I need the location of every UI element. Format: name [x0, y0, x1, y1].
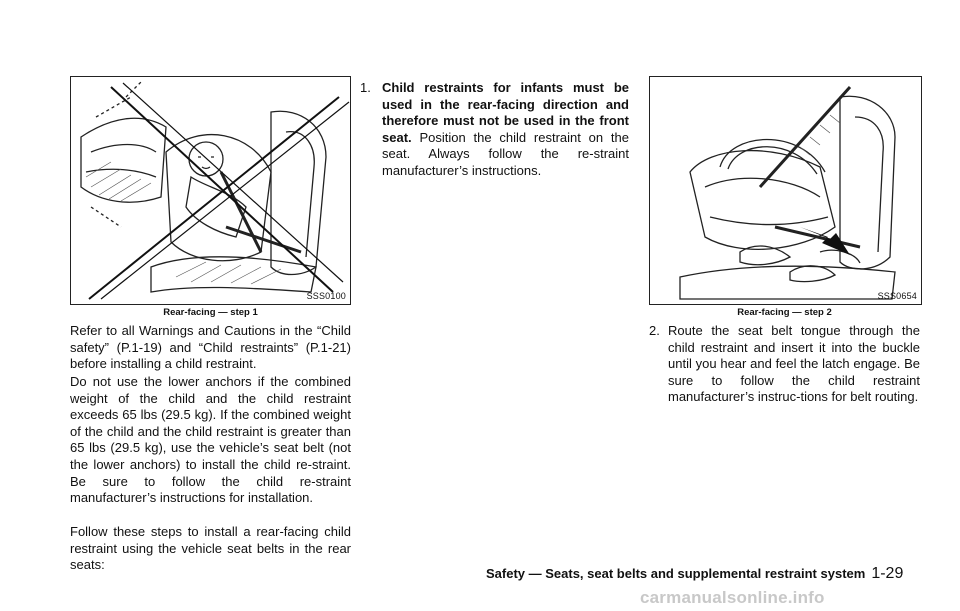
step-2-number: 2. [649, 323, 660, 338]
illustration-rear-facing-crossed [71, 77, 350, 304]
step-1-text [382, 80, 629, 180]
paragraph-warnings-reference: Refer to all Warnings and Cautions in the “Child safety” (P.1-19) and “Child restraints” (P.1-21) before installing a child restraint. [70, 323, 351, 372]
paragraph-lower-anchors: Do not use the lower anchors if the combined weight of the child and the child restraint exceeds 65 lbs (29.5 kg). If the combined weight of the child and the child restraint is greater than 65 lbs (29.5 kg), use the vehicle’s seat belt (not the lower anchors) to install the child re-straint. Be sure to follow the child re-straint manufacturer’s instructions for installation. [70, 374, 351, 506]
illustration-belt-routing [650, 77, 921, 304]
step-2-text: Route the seat belt tongue through the child restraint and insert it into the buckle until you hear and feel the latch engage. Be sure to follow the child restraint manufacturer’s instruc-tions for belt routing. [668, 323, 920, 405]
figure-code: SSS0654 [877, 291, 917, 301]
figure-caption: Rear-facing — step 2 [737, 307, 832, 318]
footer-section-title: Safety — Seats, seat belts and supplemental restraint system [486, 566, 866, 581]
step-1-bold-text: Child restraints for infants must be used in the rear-facing direction and therefore must not be used in the front seat. [382, 80, 629, 145]
step-1-number: 1. [360, 80, 371, 95]
page-footer [486, 565, 903, 583]
watermark: carmanualsonline.info [640, 588, 825, 607]
step-1-body-text: Position the child restraint on the seat. Always follow the re-straint manufacturer’s instructions. [382, 129, 629, 178]
figure-rear-facing-step-1 [70, 76, 351, 305]
figure-rear-facing-step-2 [649, 76, 922, 305]
figure-code: SSS0100 [306, 291, 346, 301]
page-number: 1-29 [871, 565, 904, 582]
paragraph-steps-intro: Follow these steps to install a rear-facing child restraint using the vehicle seat belts in the rear seats: [70, 524, 351, 573]
figure-caption: Rear-facing — step 1 [163, 307, 258, 318]
